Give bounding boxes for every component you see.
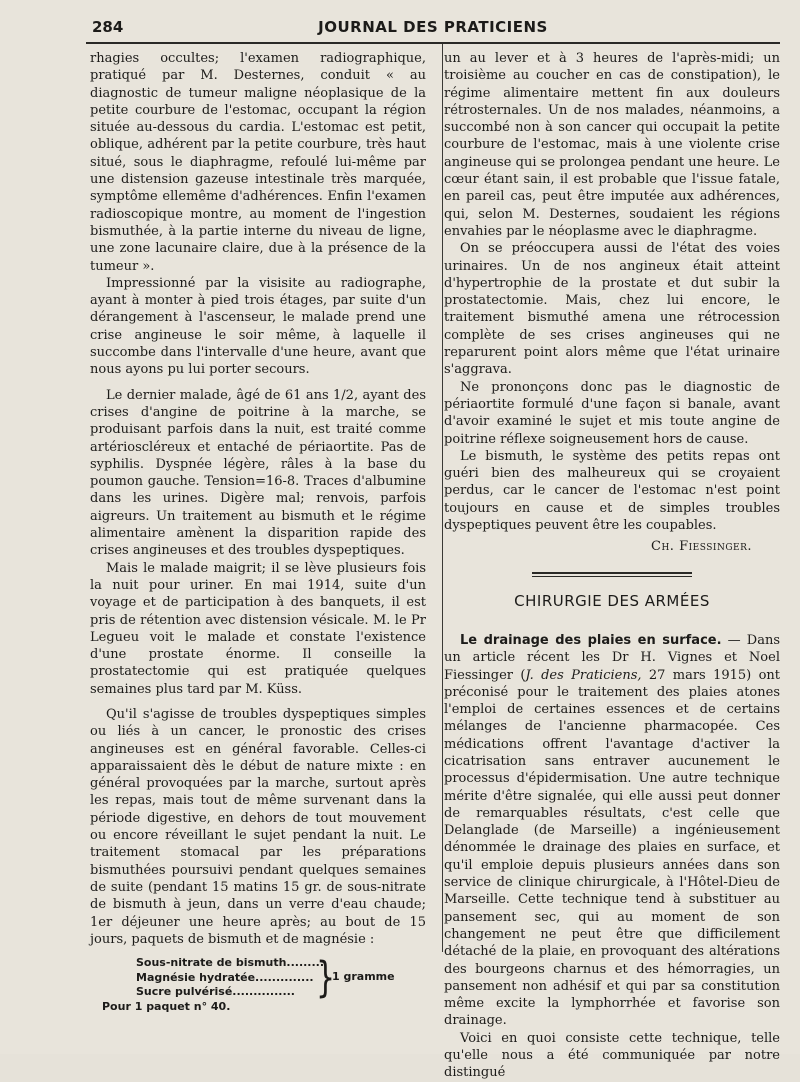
column-divider: [442, 44, 443, 952]
paragraph: Qu'il s'agisse de troubles dyspeptiques simples ou liés à un cancer, le pronostic des crises angineuses est en général favorable. Celles-ci apparaissaient dès le début de nature mixte : en général provoquées par la marche, surtout après les repas, mais tout de même survenant dans la période digestive, en dehors de tout mouvement ou encore réveillant le sujet pendant la nuit. Le traitement stomacal par les préparations bismuthées poursuivi pendant quelques semaines de suite (pendant 15 matins 15 gr. de sous-nitrate de bismuth à jeun, dans un verre d'eau chaude; 1er déjeuner une heure après; au bout de 15 jours, paquets de bismuth et de magnésie :: [90, 706, 426, 947]
paragraph: Mais le malade maigrit; il se lève plusieurs fois la nuit pour uriner. En mai 1914, suite d'un voyage et de participation à des banquets, il est pris de rétention avec distension vésicale. M. le Pr Legueu voit le malade et constate l'existence d'une prostate énorme. Il conseille la prostatectomie qui est pratiquée quelques semaines plus tard par M. Küss.: [90, 560, 426, 697]
formula-quantity: 1 gramme: [332, 970, 395, 984]
section-separator: [532, 572, 692, 577]
left-column: [90, 50, 426, 1014]
paragraph: rhagies occultes; l'examen radiographique, pratiqué par M. Desternes, conduit « au diagnostic de tumeur maligne néoplasique de la petite courbure de l'estomac, occupant la région située au-dessous du cardia. L'estomac est petit, oblique, adhérent par la petite courbure, très haut situé, sous le diaphragme, refoulé lui-même par une distension gazeuse intestinale très marquée, symptôme ellemême d'adhérences. Enfin l'examen radioscopique montre, au moment de l'ingestion bismuthée, à la partie interne du niveau de ligne, une zone lacunaire claire, due à la présence de la tumeur ».: [90, 51, 426, 274]
paragraph: On se préoccupera aussi de l'état des voies urinaires. Un de nos angineux était atteint d'hypertrophie de la prostate et dut subir la prostatectomie. Mais, chez lui encore, le traitement bismuthé amena une rétrocession complète de ses crises angineuses qui ne reparurent point alors même que l'état urinaire s'aggrava.: [444, 241, 780, 378]
article-paragraph: Voici en quoi consiste cette technique, telle qu'elle nous a été communiquée par notre distingué: [444, 1030, 780, 1081]
header-rule: [86, 42, 780, 44]
paragraph: Le dernier malade, âgé de 61 ans 1/2, ayant des crises d'angine de poitrine à la marche, se produisant parfois dans la nuit, est traité comme artérioscléreux et entaché de périaortite. Pas de syphilis. Dyspnée légère, râles à la base du poumon gauche. Tension=16-8. Traces d'albumine dans les urines. Digère mal; renvois, parfois aigreurs. Un traitement au bismuth et le régime alimentaire amènent la disparition rapide des crises angineuses et des troubles dyspeptiques.: [90, 387, 426, 559]
right-column: [444, 50, 780, 1082]
article-reference: J. des Praticiens,: [525, 667, 642, 683]
journal-title: JOURNAL DES PRATICIENS: [318, 18, 548, 36]
formula-line: Magnésie hydratée..............: [136, 970, 314, 984]
article-text: 27 mars 1915) ont préconisé pour le traitement des plaies atones l'emploi de certaines essences et de certains mélanges de l'ancienne pharmacopée. Ces médications offrent l'avantage d'activer la cicatrisation sans entraver aucunement le processus d'épidermisation. Une autre technique mérite d'être signalée, qui elle aussi peut donner de remarquables résultats, c'est celle que Delanglade (de Marseille) a ingénieusement dénommée le drainage des plaies en surface, et qu'il emploie depuis plusieurs années dans son service de clinique chirurgicale, à l'Hôtel-Dieu de Marseille. Cette technique tend à substituer au pansement sec, qui au moment de son changement ne peut être que difficilement détaché de la plaie, en provoquant des altérations des bourgeons charnus et des hémorragies, un pansement non adhésif et qui par sa constitution même excite la lymphorrhée et favorise son drainage.: [444, 667, 781, 1029]
article-heading: Le drainage des plaies en surface.: [460, 632, 722, 648]
article-text: — Dans un article récent les Dr H. Vignes et Noel Fiessinger (: [444, 632, 780, 683]
paragraph: Le bismuth, le système des petits repas ont guéri bien des malheureux qui se croyaient perdus, car le cancer de l'estomac n'est point toujours en cause et de simples troubles dyspeptiques peuvent être les coupables.: [444, 448, 780, 534]
section-title: CHIRURGIE DES ARMÉES: [514, 591, 710, 610]
formula-line: Pour 1 paquet n° 40.: [102, 999, 231, 1013]
formula-line: Sucre pulvérisé...............: [136, 985, 295, 999]
prescription-formula: [90, 953, 426, 1014]
author-signature: Ch. Fiessinger.: [651, 539, 752, 555]
paragraph: Ne prononçons donc pas le diagnostic de périaortite formulé d'une façon si banale, avant d'avoir examiné le sujet et mis toute angine de poitrine réflexe soigneusement hors de cause.: [444, 379, 780, 447]
paragraph: Impressionné par la visisite au radiographe, ayant à monter à pied trois étages, par suite d'un dérangement à l'ascenseur, le malade prend une crise angineuse le soir même, à laquelle il succombe dans l'intervalle d'une heure, avant que nous ayons pu lui porter secours.: [90, 275, 426, 378]
page-number: 284: [92, 18, 124, 36]
formula-brace: }: [316, 953, 336, 1003]
formula-line: Sous-nitrate de bismuth.........: [136, 956, 325, 970]
page-header: [86, 14, 780, 40]
paragraph: un au lever et à 3 heures de l'après-midi; un troisième au coucher en cas de constipation), le régime alimentaire mettent fin aux douleurs rétrosternales. Un de nos malades, néanmoins, a succombé non à son cancer qui occupait la petite courbure de l'estomac, mais à une violente crise angineuse qui se prolongea pendant une heure. Le cœur étant sain, il est probable que l'issue fatale, en pareil cas, peut être imputée aux adhérences, qui, selon M. Desternes, soudaient les régions envahies par le néoplasme avec le diaphragme.: [444, 51, 780, 239]
article-paragraph: [444, 632, 780, 1030]
